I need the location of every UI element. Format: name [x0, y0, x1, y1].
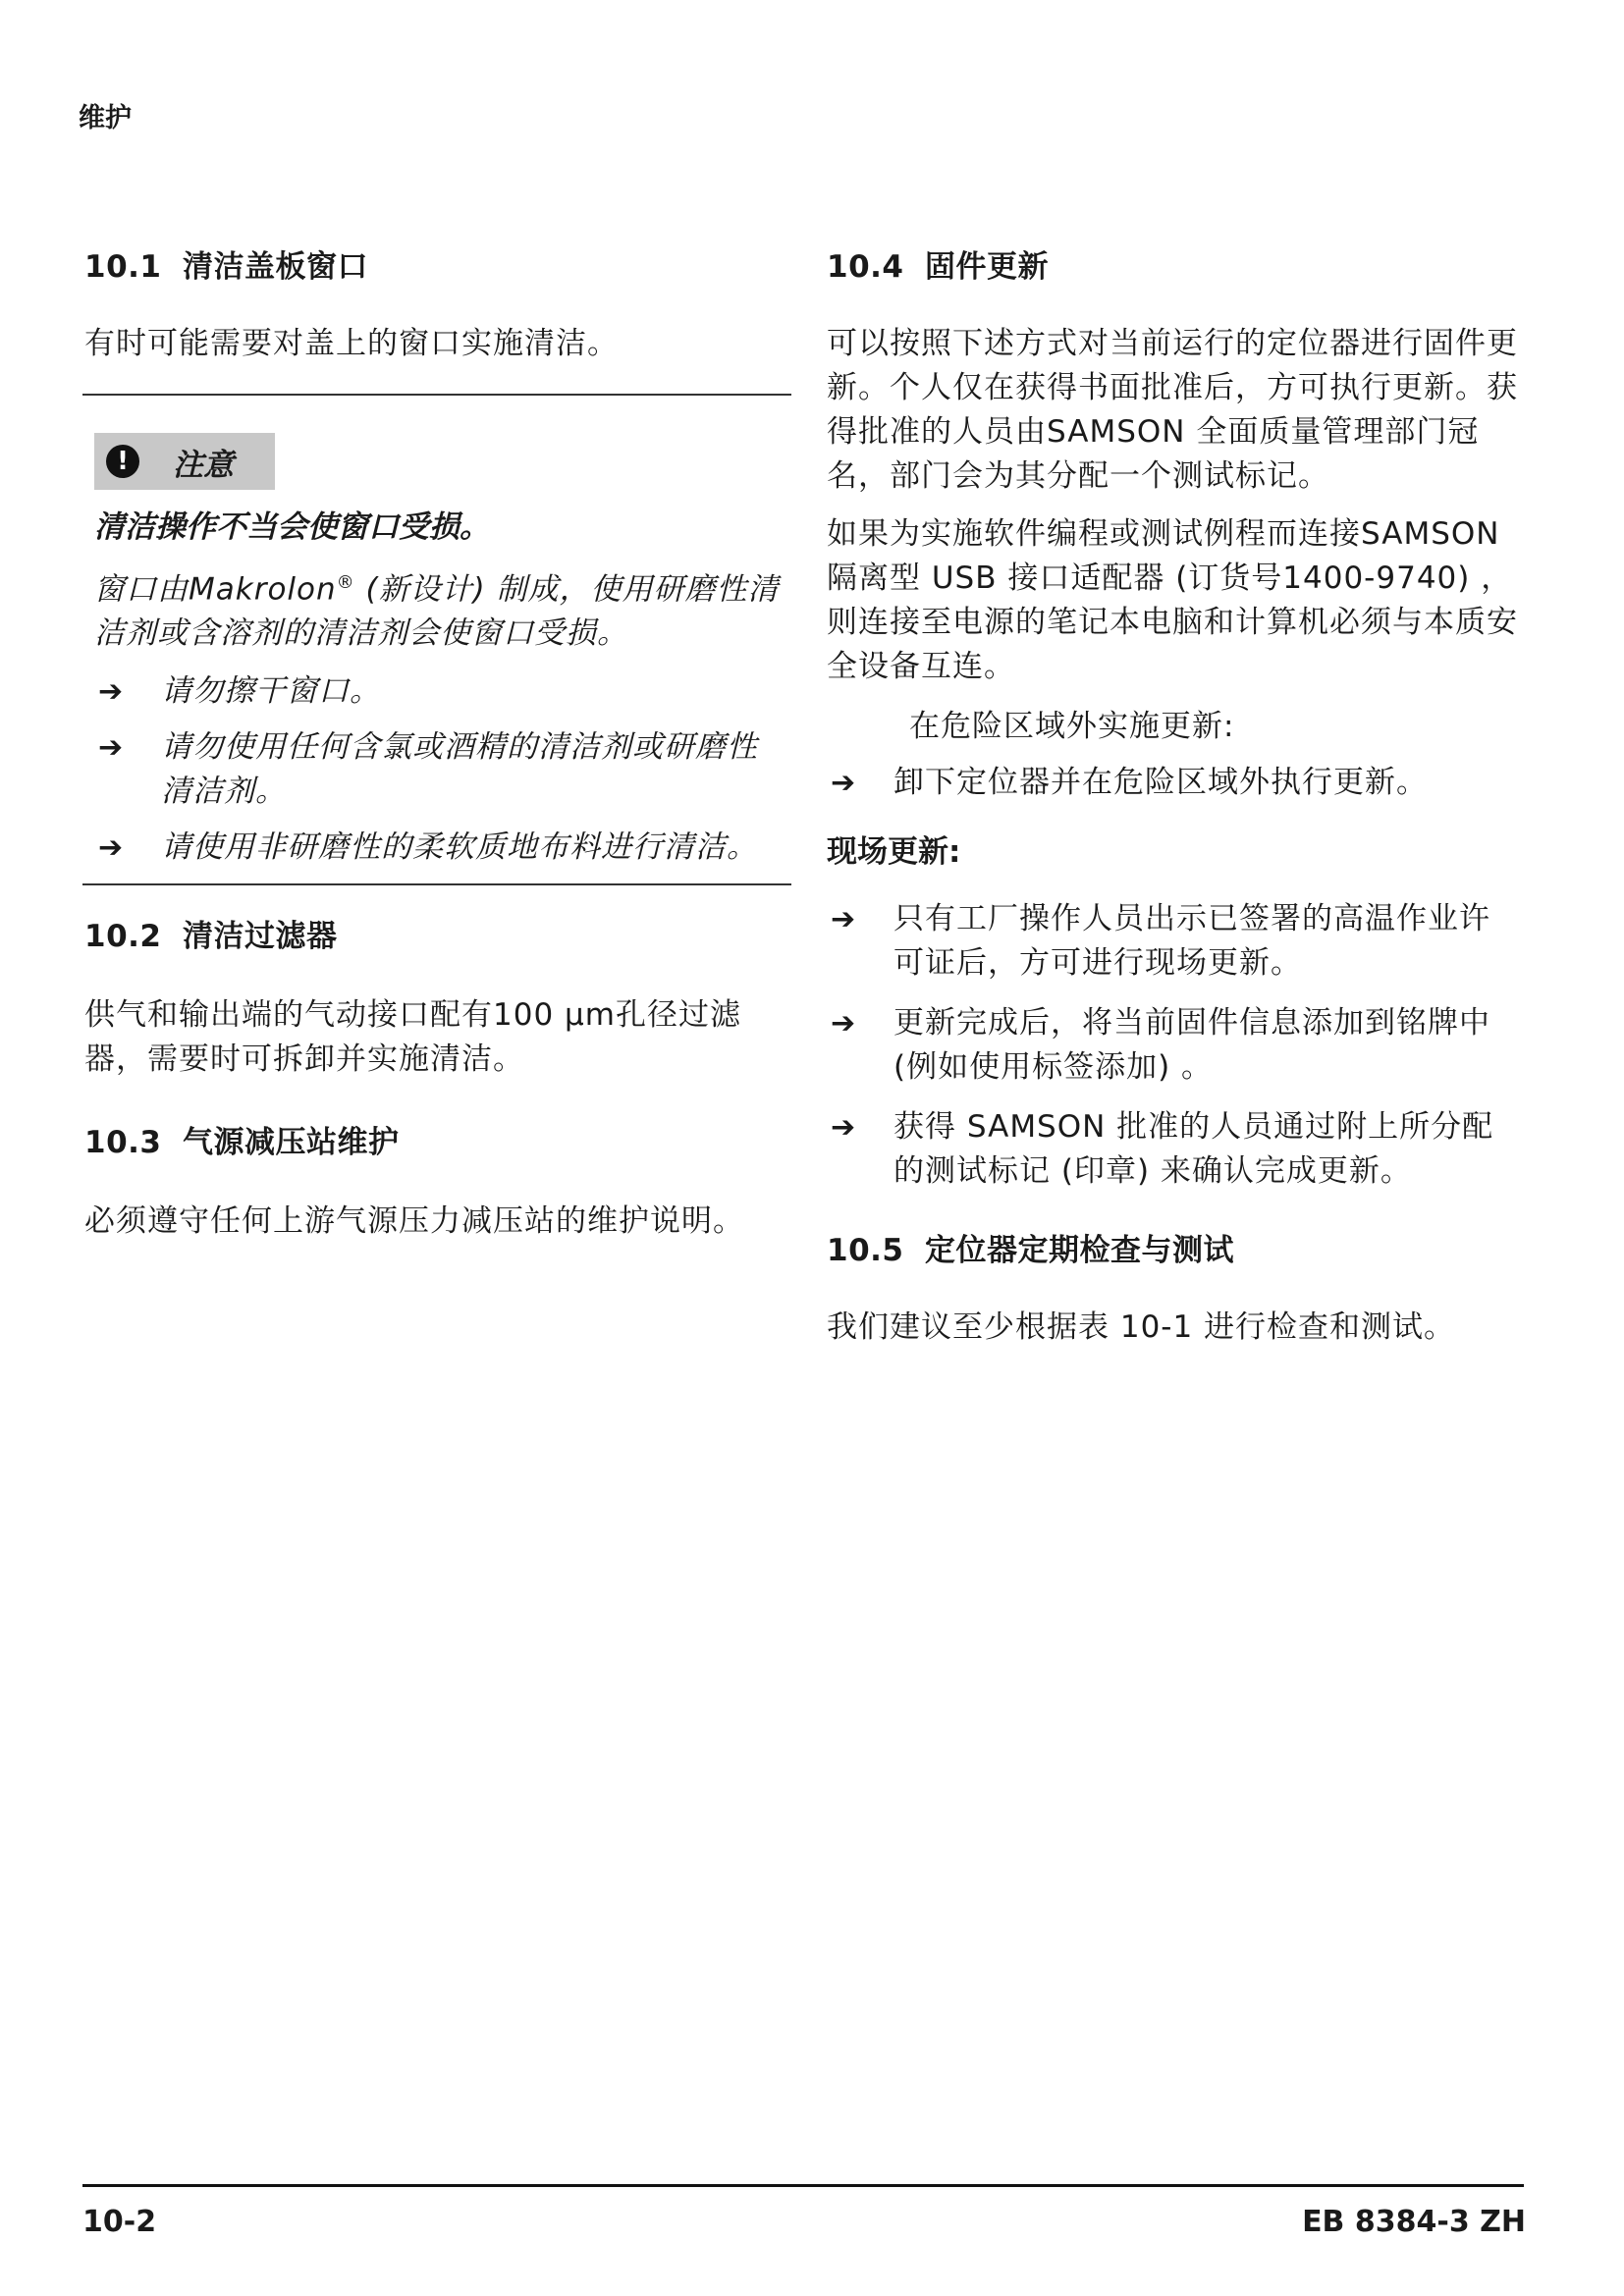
arrow-right-icon: ➔ [98, 674, 125, 710]
notice-text: 窗口由Makrolon® (新设计) 制成，使用研磨性清洁剂或含溶剂的清洁剂会使窗口受损。 [94, 571, 780, 652]
notice-headline: 清洁操作不当会使窗口受损。 [94, 509, 490, 545]
page-number: 10-2 [82, 2205, 157, 2239]
section-10-1-body: 有时可能需要对盖上的窗口实施清洁。 [84, 326, 619, 361]
section-10-4-heading [827, 245, 1520, 289]
section-number: 10.3 [84, 1125, 162, 1161]
section-title: 定位器定期检查与测试 [925, 1233, 1234, 1268]
section-number: 10.2 [84, 919, 162, 955]
running-header: 维护 [79, 103, 132, 133]
section-10-1-heading [84, 245, 793, 289]
arrow-right-icon: ➔ [831, 1006, 857, 1041]
section-10-5-body: 我们建议至少根据表 10-1 进行检查和测试。 [827, 1309, 1456, 1345]
section-10-2-heading [84, 915, 793, 958]
left-column [84, 245, 793, 1244]
notice-label: 注意 [173, 447, 234, 483]
onsite-update-heading: 现场更新: [827, 834, 961, 870]
arrow-right-icon: ➔ [98, 730, 125, 766]
list-item: ➔ 卸下定位器并在危险区域外执行更新。 [827, 761, 1520, 805]
section-10-3-body: 必须遵守任何上游气源压力减压站的维护说明。 [84, 1203, 744, 1240]
section-title: 清洁盖板窗口 [183, 249, 368, 285]
section-number: 10.1 [84, 249, 162, 285]
list-item: ➔ 请勿擦干窗口。 [94, 669, 784, 714]
arrow-right-icon: ➔ [98, 830, 125, 866]
arrow-right-icon: ➔ [831, 1110, 857, 1145]
arrow-right-icon: ➔ [831, 766, 857, 800]
footer-rule [82, 2184, 1524, 2187]
section-title: 清洁过滤器 [183, 919, 338, 955]
right-column [827, 245, 1520, 1350]
section-number: 10.4 [827, 249, 904, 285]
onsite-update-list [827, 897, 1520, 1194]
outside-update-intro: 在危险区域外实施更新: [909, 709, 1235, 744]
list-item: ➔ 获得 SAMSON 批准的人员通过附上所分配的测试标记 (印章) 来确认完成更新。 [827, 1105, 1520, 1194]
section-10-5-heading [827, 1229, 1520, 1272]
list-item: ➔ 只有工厂操作人员出示已签署的高温作业许可证后，方可进行现场更新。 [827, 897, 1520, 986]
section-title: 固件更新 [925, 249, 1049, 285]
outside-update-list [827, 761, 1520, 805]
list-item: ➔ 请勿使用任何含氯或酒精的清洁剂或研磨性清洁剂。 [94, 725, 784, 814]
section-number: 10.5 [827, 1233, 904, 1268]
notice-box [84, 396, 793, 870]
exclamation-icon: ! [106, 445, 139, 478]
section-10-2-body: 供气和输出端的气动接口配有100 μm孔径过滤器，需要时可拆卸并实施清洁。 [84, 997, 741, 1078]
notice-tag [94, 433, 275, 490]
document-id: EB 8384-3 ZH [1302, 2205, 1526, 2239]
list-item: ➔ 更新完成后，将当前固件信息添加到铭牌中 (例如使用标签添加) 。 [827, 1001, 1520, 1090]
section-title: 气源减压站维护 [183, 1125, 400, 1161]
section-10-4-para-1: 可以按照下述方式对当前运行的定位器进行固件更新。个人仅在获得书面批准后，方可执行更新。获得批准的人员由SAMSON 全面质量管理部门冠名，部门会为其分配一个测试标记。 [827, 326, 1518, 494]
notice-list [94, 669, 784, 870]
section-10-4-para-2: 如果为实施软件编程或测试例程而连接SAMSON 隔离型 USB 接口适配器 (订货号1400-9740) ，则连接至电源的笔记本电脑和计算机必须与本质安全设备互连。 [827, 516, 1518, 684]
section-10-3-heading [84, 1121, 793, 1164]
list-item: ➔ 请使用非研磨性的柔软质地布料进行清洁。 [94, 826, 784, 870]
arrow-right-icon: ➔ [831, 902, 857, 936]
